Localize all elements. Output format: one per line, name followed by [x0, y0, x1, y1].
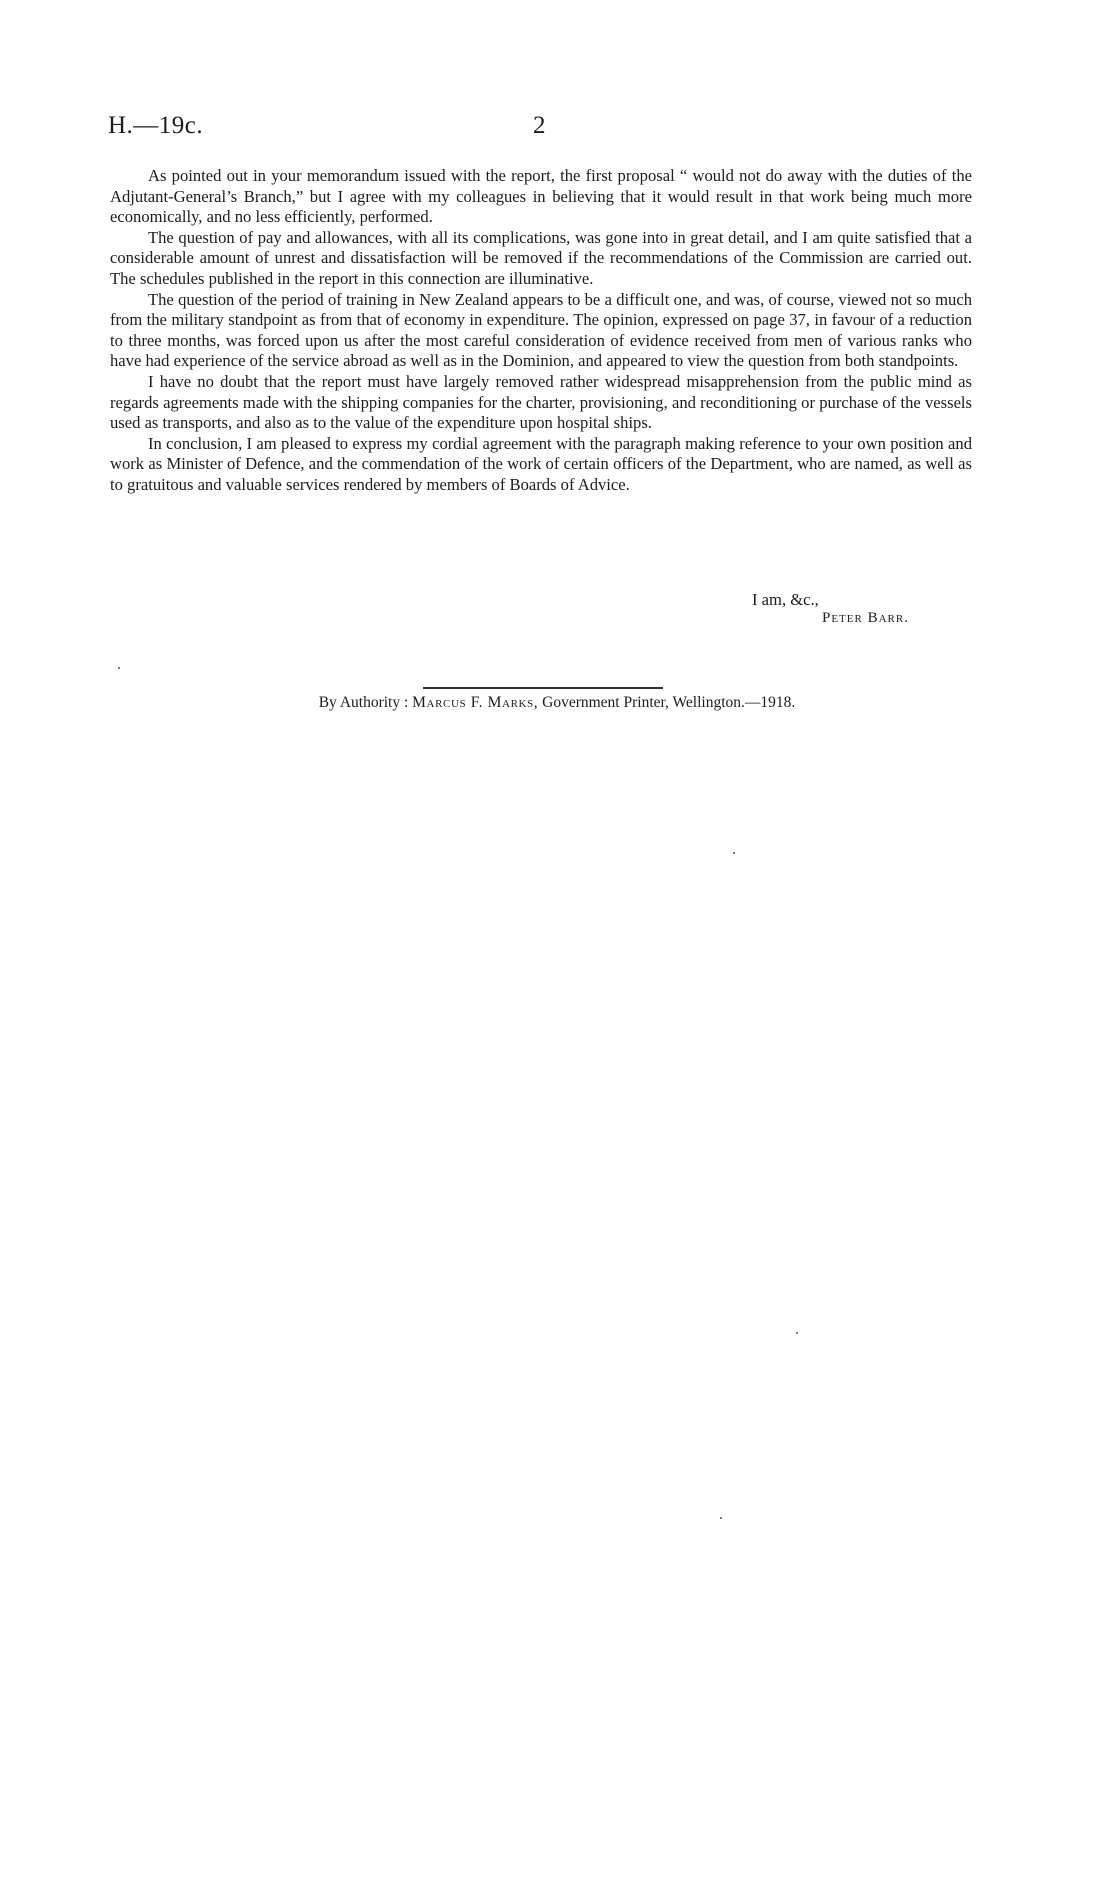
scan-speck	[720, 1517, 722, 1519]
printer-imprint	[0, 694, 1114, 712]
page-header	[108, 112, 978, 152]
closing-salutation: I am, &c.,	[752, 590, 819, 609]
document-code: H.—19c.	[108, 112, 204, 139]
imprint-prefix: By Authority :	[318, 694, 409, 711]
imprint-printer-name: Marcus F. Marks,	[412, 694, 539, 711]
paragraph-training-period: The question of the period of training in New Zealand appears to be a difficult one, and was, of course, viewed not so much from the military standpoint as from that of economy in expenditure. The opinion, expressed on page 37, in favour of a reduction to three months, was forced upon us after the most careful consideration of evidence received from men of various ranks who have had experience of the service abroad as well as in the Dominion, and appeared to view the question from both standpoints.	[110, 289, 972, 371]
paragraph-conclusion: In conclusion, I am pleased to express my cordial agreement with the paragraph making reference to your own position and work as Minister of Defence, and the commendation of the work of certain officers of the Department, who are named, as well as to gratuitous and valuable services rendered by members of Boards of Advice.	[110, 433, 972, 494]
imprint-suffix: Government Printer, Wellington.—1918.	[542, 694, 796, 711]
scan-speck	[796, 1332, 798, 1334]
scan-speck	[733, 852, 735, 854]
scan-speck	[118, 667, 120, 669]
paragraph-first-proposal: As pointed out in your memorandum issued with the report, the first proposal “ would not do away with the duties of the Adjutant-General’s Branch,” but I agree with my colleagues in believing that it would result in that work being much more economically, and no less efficiently, performed.	[110, 166, 972, 227]
imprint-rule	[423, 687, 663, 689]
page-number: 2	[533, 112, 546, 139]
signature: Peter Barr.	[822, 610, 909, 626]
letter-body	[110, 166, 972, 496]
paragraph-pay-allowances: The question of pay and allowances, with all its complications, was gone into in great detail, and I am quite satisfied that a considerable amount of unrest and dissatisfaction will be removed if the recommendations of the Commission are carried out. The schedules published in the report in this connection are illuminative.	[110, 227, 972, 288]
paragraph-shipping-agreements: I have no doubt that the report must have largely removed rather widespread misapprehension from the public mind as regards agreements made with the shipping companies for the charter, provisioning, and reconditioning or purchase of the vessels used as transports, and also as to the value of the expenditure upon hospital ships.	[110, 371, 972, 433]
